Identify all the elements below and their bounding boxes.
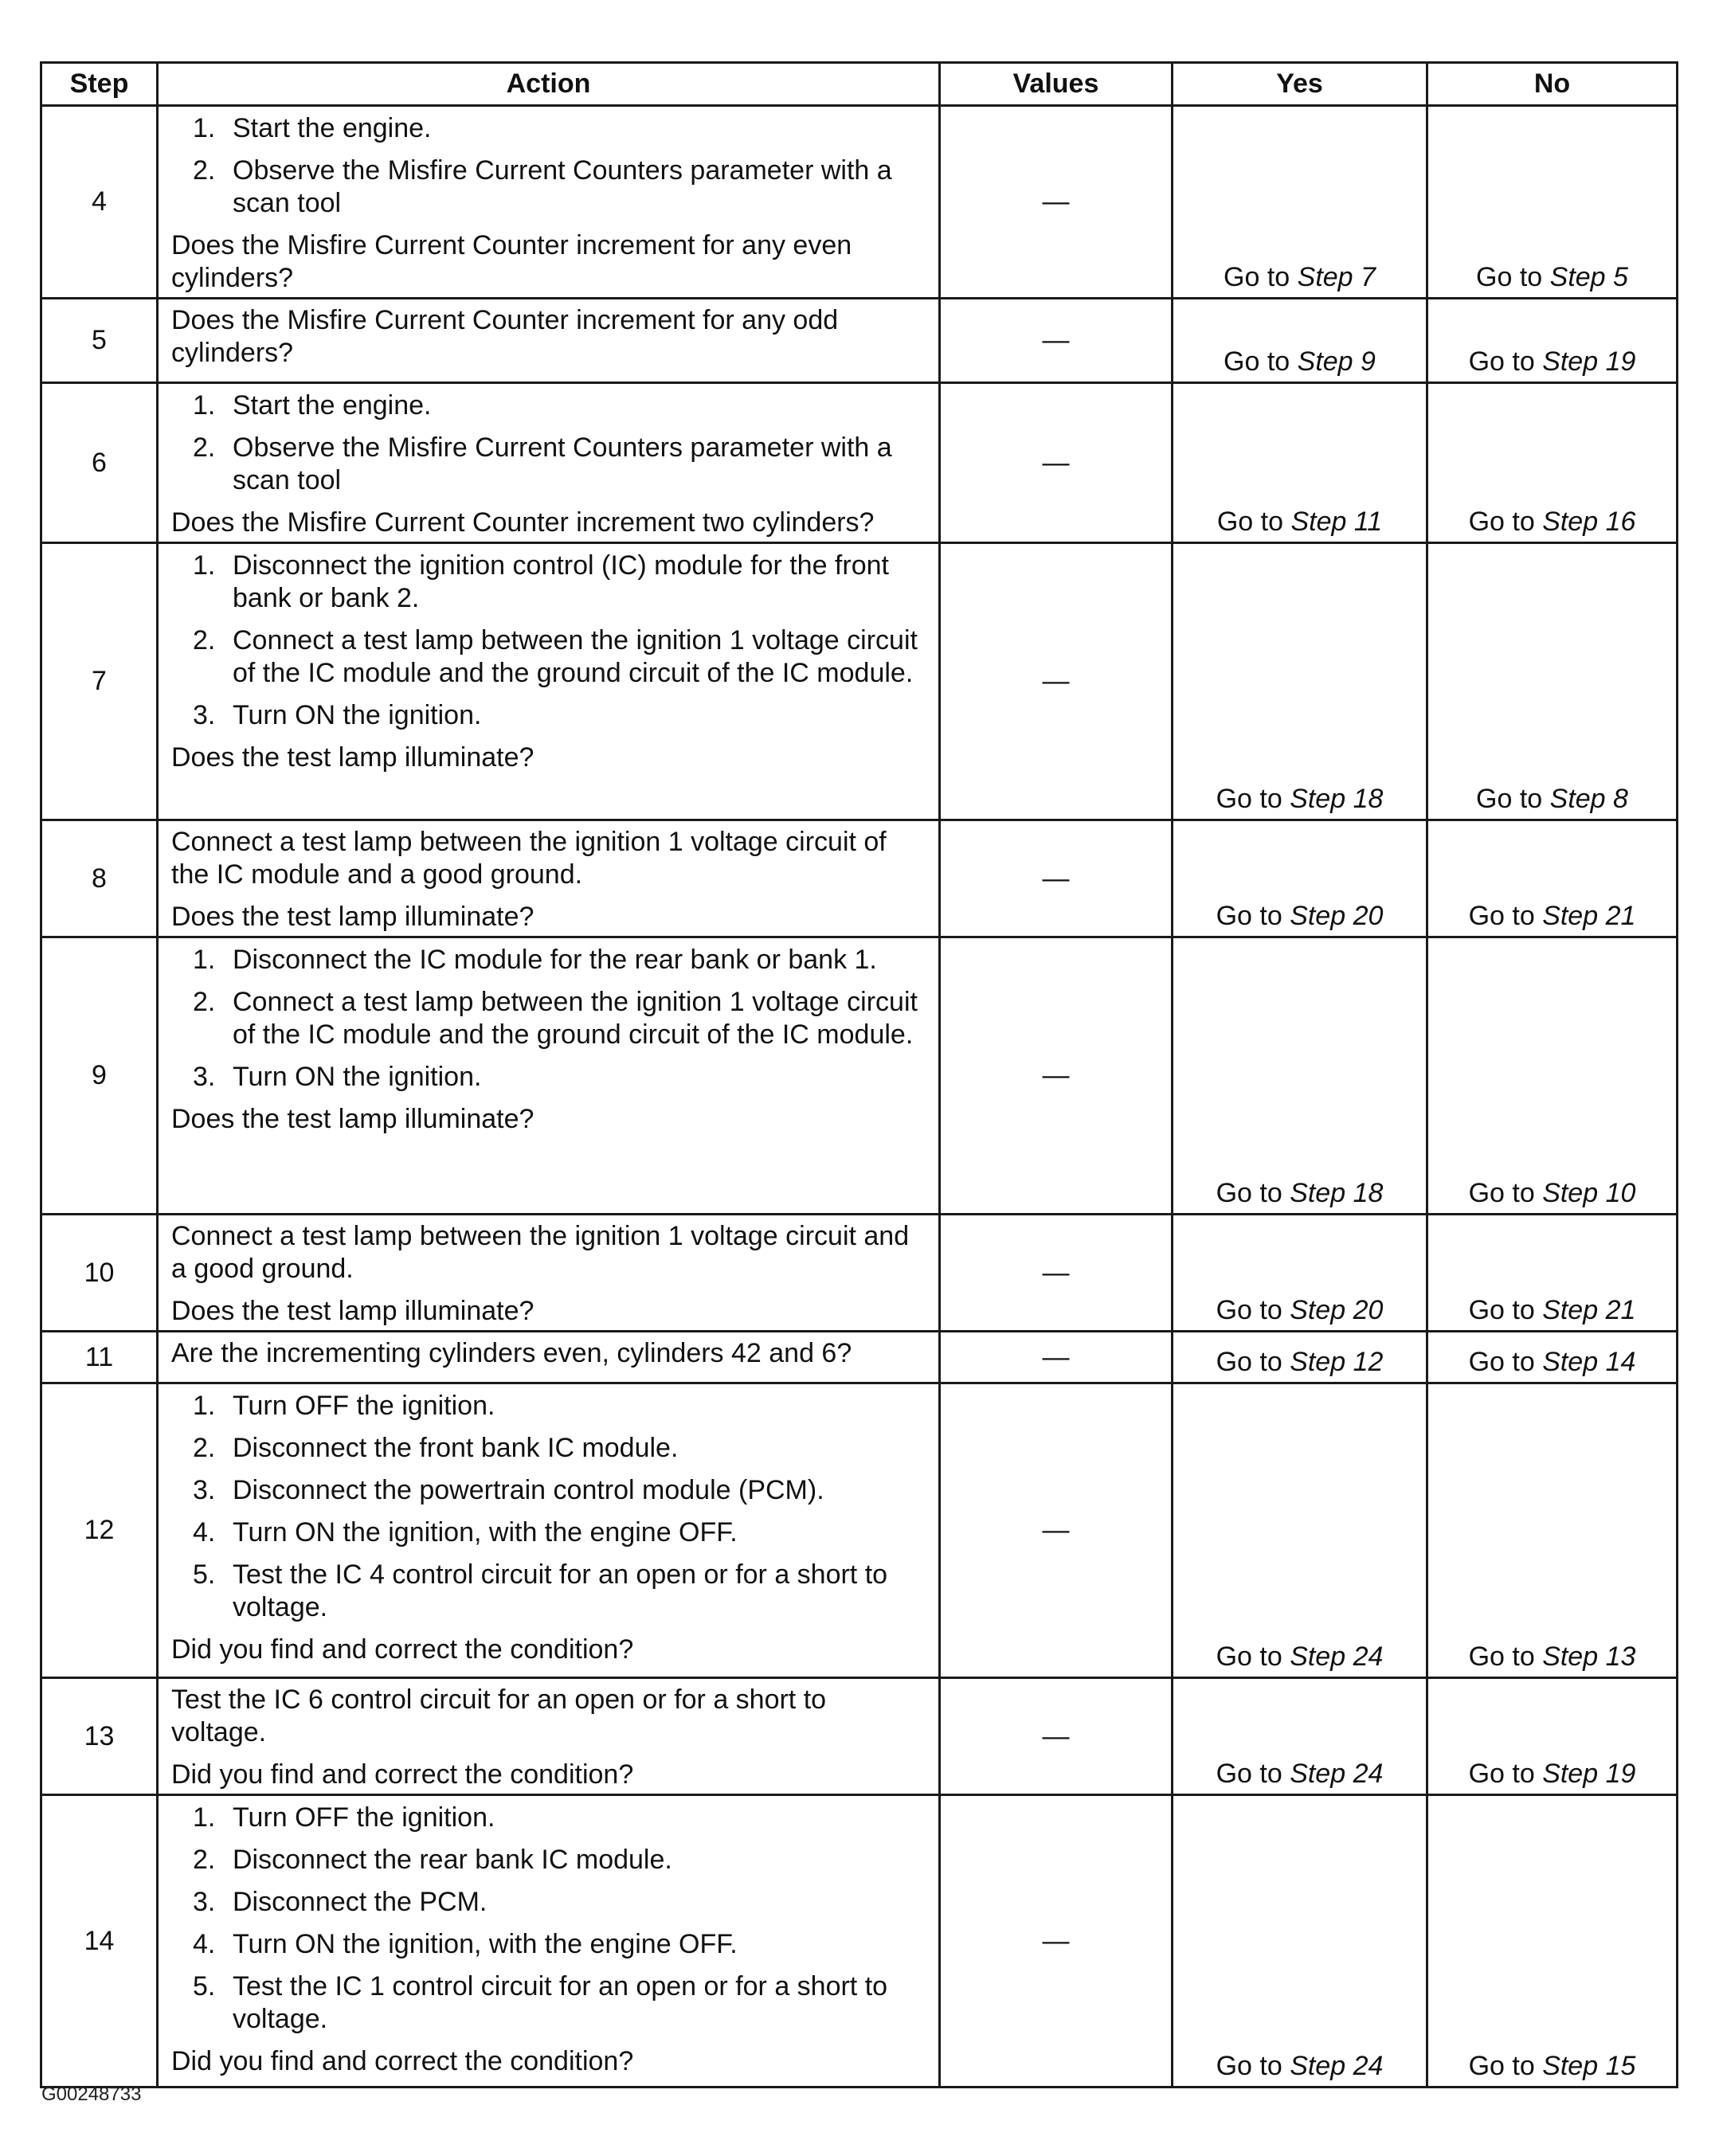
yes-cell <box>1173 1383 1427 1678</box>
yes-prefix: Go to <box>1216 1178 1290 1208</box>
no-prefix: Go to <box>1468 1759 1543 1789</box>
no-prefix: Go to <box>1476 784 1550 814</box>
values-cell: — <box>940 1795 1173 2088</box>
item-number: 1. <box>193 550 216 581</box>
no-step-ref: Step 21 <box>1542 901 1636 931</box>
yes-step-ref: Step 11 <box>1290 507 1383 537</box>
action-cell <box>158 543 940 820</box>
item-text: Start the engine. <box>233 390 432 421</box>
action-text: Test the IC 6 control circuit for an open or for a short to voltage. <box>171 1684 827 1747</box>
no-prefix: Go to <box>1468 1347 1543 1377</box>
yes-cell <box>1173 1215 1427 1332</box>
yes-prefix: Go to <box>1216 1759 1290 1789</box>
item-text: Disconnect the ignition control (IC) module for the front bank or bank 2. <box>233 550 889 613</box>
action-list-item <box>171 1970 927 2036</box>
step-number: 9 <box>41 937 158 1215</box>
no-step-ref: Step 13 <box>1542 1641 1636 1672</box>
item-number: 1. <box>193 1802 216 1833</box>
action-list-item <box>171 155 927 220</box>
yes-prefix: Go to <box>1224 346 1298 377</box>
action-list-item <box>171 432 927 497</box>
action-text: Does the Misfire Current Counter increment for any odd cylinders? <box>171 305 839 368</box>
action-cell <box>158 1678 940 1795</box>
action-question: Did you find and correct the condition? <box>171 2046 634 2076</box>
action-question: Did you find and correct the condition? <box>171 1759 634 1790</box>
yes-step-ref: Step 20 <box>1290 901 1384 931</box>
table-row <box>41 543 1678 820</box>
no-prefix: Go to <box>1468 507 1543 537</box>
step-number: 6 <box>41 383 158 543</box>
action-list-item <box>171 624 927 690</box>
header-values: Values <box>940 63 1173 106</box>
action-list-item <box>171 1432 927 1465</box>
yes-step-ref: Step 18 <box>1290 784 1384 814</box>
yes-prefix: Go to <box>1216 901 1290 931</box>
no-cell <box>1427 820 1678 937</box>
diagnostic-steps-table <box>40 61 1678 2088</box>
action-list-item <box>171 1061 927 1094</box>
item-text: Turn OFF the ignition. <box>233 1391 495 1421</box>
table-row <box>41 383 1678 543</box>
action-list-item <box>171 1474 927 1507</box>
values-cell: — <box>940 299 1173 383</box>
action-list-item <box>171 944 927 976</box>
action-cell <box>158 106 940 299</box>
action-cell <box>158 383 940 543</box>
yes-prefix: Go to <box>1216 1347 1290 1377</box>
table-row <box>41 820 1678 937</box>
no-cell <box>1427 299 1678 383</box>
action-cell <box>158 1795 940 2088</box>
step-number: 5 <box>41 299 158 383</box>
action-cell <box>158 299 940 383</box>
item-text: Disconnect the PCM. <box>233 1887 487 1917</box>
item-number: 1. <box>193 945 216 975</box>
item-text: Start the engine. <box>233 113 432 143</box>
no-cell <box>1427 1215 1678 1332</box>
action-list-item <box>171 112 927 145</box>
table-row <box>41 937 1678 1215</box>
yes-step-ref: Step 24 <box>1290 1641 1384 1672</box>
item-text: Turn OFF the ignition. <box>233 1802 495 1833</box>
step-number: 4 <box>41 106 158 299</box>
action-list-item <box>171 1802 927 1834</box>
item-text: Turn ON the ignition, with the engine OFF. <box>233 1517 738 1548</box>
header-action: Action <box>158 63 940 106</box>
no-prefix: Go to <box>1468 1641 1543 1672</box>
yes-cell <box>1173 820 1427 937</box>
item-number: 1. <box>193 1391 216 1421</box>
values-cell: — <box>940 383 1173 543</box>
header-yes: Yes <box>1173 63 1427 106</box>
action-question: Does the Misfire Current Counter increment for any even cylinders? <box>171 230 852 293</box>
item-number: 5. <box>193 1559 216 1590</box>
item-text: Turn ON the ignition. <box>233 1062 482 1092</box>
no-prefix: Go to <box>1468 1295 1543 1325</box>
values-cell: — <box>940 937 1173 1215</box>
no-cell <box>1427 937 1678 1215</box>
yes-cell <box>1173 1795 1427 2088</box>
no-step-ref: Step 19 <box>1542 1759 1636 1789</box>
item-number: 2. <box>193 1433 216 1463</box>
item-text: Test the IC 1 control circuit for an open or for a short to voltage. <box>233 1971 888 2034</box>
action-list-item <box>171 1516 927 1549</box>
item-number: 2. <box>193 155 216 186</box>
item-number: 2. <box>193 1845 216 1875</box>
no-prefix: Go to <box>1476 262 1550 292</box>
header-no: No <box>1427 63 1678 106</box>
item-number: 3. <box>193 1062 216 1092</box>
yes-cell <box>1173 1678 1427 1795</box>
item-text: Connect a test lamp between the ignition 1 voltage circuit of the IC module and the ground circuit of the IC module. <box>233 625 918 688</box>
no-step-ref: Step 21 <box>1542 1295 1636 1325</box>
values-cell: — <box>940 820 1173 937</box>
yes-cell <box>1173 383 1427 543</box>
yes-prefix: Go to <box>1224 262 1298 292</box>
no-step-ref: Step 19 <box>1542 346 1636 377</box>
item-text: Disconnect the IC module for the rear bank or bank 1. <box>233 945 877 975</box>
table-header-row <box>41 63 1678 106</box>
action-list-item <box>171 699 927 732</box>
action-cell <box>158 937 940 1215</box>
action-question: Does the test lamp illuminate? <box>171 742 534 773</box>
no-cell <box>1427 1678 1678 1795</box>
action-text: Connect a test lamp between the ignition 1 voltage circuit and a good ground. <box>171 1221 910 1284</box>
yes-cell <box>1173 106 1427 299</box>
item-number: 4. <box>193 1517 216 1548</box>
yes-prefix: Go to <box>1216 1641 1290 1672</box>
item-number: 3. <box>193 1475 216 1505</box>
table-row <box>41 106 1678 299</box>
values-cell: — <box>940 1215 1173 1332</box>
item-number: 3. <box>193 1887 216 1917</box>
step-number: 14 <box>41 1795 158 2088</box>
no-cell <box>1427 383 1678 543</box>
action-question: Does the test lamp illuminate? <box>171 1296 534 1326</box>
item-number: 3. <box>193 700 216 730</box>
action-list-item <box>171 1390 927 1422</box>
no-prefix: Go to <box>1468 346 1543 377</box>
table-row <box>41 1795 1678 2088</box>
yes-prefix: Go to <box>1216 507 1291 537</box>
no-step-ref: Step 10 <box>1542 1178 1636 1208</box>
item-text: Connect a test lamp between the ignition 1 voltage circuit of the IC module and the ground circuit of the IC module. <box>233 987 918 1050</box>
table-row <box>41 1678 1678 1795</box>
item-text: Turn ON the ignition, with the engine OFF. <box>233 1929 738 1959</box>
action-question: Does the Misfire Current Counter increment two cylinders? <box>171 507 875 538</box>
table-row <box>41 1332 1678 1383</box>
item-number: 2. <box>193 987 216 1017</box>
item-text: Disconnect the powertrain control module (PCM). <box>233 1475 824 1505</box>
item-number: 1. <box>193 113 216 143</box>
action-list-item <box>171 550 927 615</box>
yes-cell <box>1173 299 1427 383</box>
item-text: Observe the Misfire Current Counters parameter with a scan tool <box>233 155 892 218</box>
no-step-ref: Step 14 <box>1542 1347 1636 1377</box>
no-step-ref: Step 5 <box>1549 262 1628 292</box>
action-list-item <box>171 1886 927 1919</box>
item-text: Observe the Misfire Current Counters parameter with a scan tool <box>233 432 892 495</box>
action-list-item <box>171 986 927 1051</box>
item-number: 2. <box>193 625 216 655</box>
no-step-ref: Step 8 <box>1549 784 1628 814</box>
table-body <box>41 106 1678 2088</box>
step-number: 12 <box>41 1383 158 1678</box>
item-number: 5. <box>193 1971 216 2001</box>
yes-step-ref: Step 7 <box>1297 262 1376 292</box>
yes-step-ref: Step 12 <box>1290 1347 1384 1377</box>
table-row <box>41 299 1678 383</box>
step-number: 11 <box>41 1332 158 1383</box>
item-text: Turn ON the ignition. <box>233 700 482 730</box>
no-prefix: Go to <box>1468 901 1543 931</box>
action-cell <box>158 1383 940 1678</box>
step-number: 13 <box>41 1678 158 1795</box>
figure-code: G00248733 <box>41 2084 142 2105</box>
item-text: Test the IC 4 control circuit for an open or for a short to voltage. <box>233 1559 888 1622</box>
action-cell <box>158 1215 940 1332</box>
step-number: 10 <box>41 1215 158 1332</box>
action-question: Does the test lamp illuminate? <box>171 1104 534 1134</box>
yes-step-ref: Step 20 <box>1290 1295 1384 1325</box>
action-text: Are the incrementing cylinders even, cylinders 42 and 6? <box>171 1338 852 1368</box>
yes-prefix: Go to <box>1216 2051 1290 2081</box>
no-step-ref: Step 15 <box>1542 2051 1636 2081</box>
action-text: Connect a test lamp between the ignition 1 voltage circuit of the IC module and a good ground. <box>171 827 887 890</box>
action-list-item <box>171 1928 927 1961</box>
action-question: Did you find and correct the condition? <box>171 1634 634 1665</box>
yes-step-ref: Step 9 <box>1297 346 1376 377</box>
no-cell <box>1427 543 1678 820</box>
step-number: 7 <box>41 543 158 820</box>
no-cell <box>1427 1332 1678 1383</box>
action-list-item <box>171 389 927 422</box>
action-list-item <box>171 1844 927 1876</box>
yes-step-ref: Step 24 <box>1290 1759 1384 1789</box>
no-cell <box>1427 1383 1678 1678</box>
item-number: 2. <box>193 432 216 463</box>
values-cell: — <box>940 1383 1173 1678</box>
yes-cell <box>1173 1332 1427 1383</box>
action-question: Does the test lamp illuminate? <box>171 902 534 932</box>
action-list-item <box>171 1559 927 1624</box>
yes-prefix: Go to <box>1216 784 1290 814</box>
values-cell: — <box>940 1678 1173 1795</box>
values-cell: — <box>940 1332 1173 1383</box>
no-prefix: Go to <box>1468 2051 1543 2081</box>
action-cell <box>158 1332 940 1383</box>
values-cell: — <box>940 106 1173 299</box>
yes-step-ref: Step 24 <box>1290 2051 1384 2081</box>
action-cell <box>158 820 940 937</box>
item-text: Disconnect the rear bank IC module. <box>233 1845 672 1875</box>
yes-step-ref: Step 18 <box>1290 1178 1384 1208</box>
no-cell <box>1427 106 1678 299</box>
table-row <box>41 1215 1678 1332</box>
values-cell: — <box>940 543 1173 820</box>
item-number: 4. <box>193 1929 216 1959</box>
item-text: Disconnect the front bank IC module. <box>233 1433 679 1463</box>
table-row <box>41 1383 1678 1678</box>
step-number: 8 <box>41 820 158 937</box>
yes-cell <box>1173 937 1427 1215</box>
no-step-ref: Step 16 <box>1542 507 1636 537</box>
item-number: 1. <box>193 390 216 421</box>
header-step: Step <box>41 63 158 106</box>
no-cell <box>1427 1795 1678 2088</box>
yes-cell <box>1173 543 1427 820</box>
no-prefix: Go to <box>1468 1178 1543 1208</box>
yes-prefix: Go to <box>1216 1295 1290 1325</box>
